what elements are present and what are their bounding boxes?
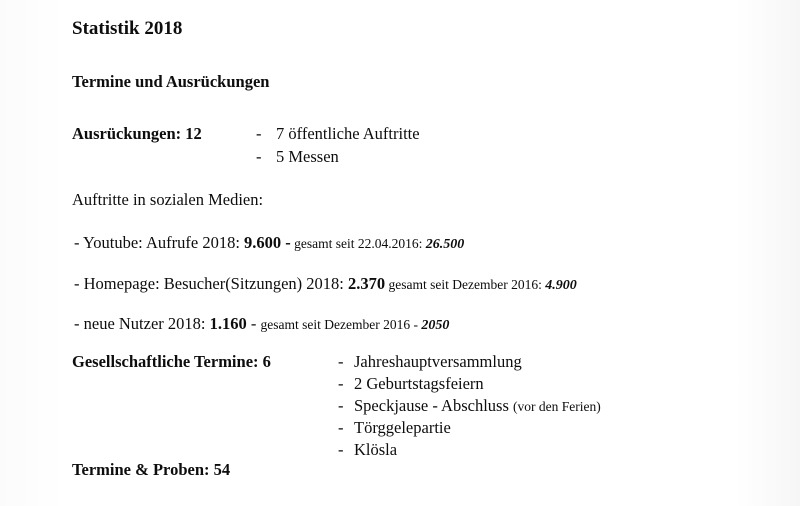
youtube-value: 9.600 — [244, 233, 282, 252]
youtube-sep: - — [281, 233, 291, 252]
users-value: 1.160 — [209, 314, 247, 333]
gesellschaftlich-item: - Törggelepartie — [338, 418, 451, 437]
ausrueckungen-item: - 5 Messen — [256, 147, 339, 166]
users-line — [74, 314, 449, 334]
youtube-line — [74, 233, 464, 253]
youtube-prefix: - Youtube: Aufrufe 2018: — [74, 233, 245, 252]
homepage-total: 4.900 — [545, 278, 577, 293]
users-prefix: - neue Nutzer 2018: — [74, 314, 210, 333]
gesellschaftlich-item-note: (vor den Ferien) — [513, 399, 601, 414]
gesellschaftlich-item: - Speckjause - Abschluss (vor den Ferien) — [338, 396, 601, 415]
youtube-since-label: gesamt seit 22.04.2016: — [290, 236, 426, 251]
social-heading: Auftritte in sozialen Medien: — [72, 190, 264, 209]
homepage-prefix: - Homepage: Besucher(Sitzungen) 2018: — [74, 274, 349, 293]
homepage-value: 2.370 — [348, 274, 386, 293]
ausrueckungen-label: Ausrückungen: 12 — [72, 124, 202, 143]
gesellschaftlich-label: Gesellschaftliche Termine: 6 — [72, 352, 271, 371]
gesellschaftlich-item: - Klösla — [338, 440, 398, 459]
users-since-label: gesamt seit Dezember 2016 - — [260, 317, 422, 332]
youtube-total: 26.500 — [425, 237, 465, 252]
gesellschaftlich-item: - 2 Geburtstagsfeiern — [338, 374, 484, 393]
homepage-line — [74, 274, 577, 294]
gesellschaftlich-item: - Jahreshauptversammlung — [338, 352, 522, 371]
users-total: 2050 — [421, 318, 450, 333]
page-title: Statistik 2018 — [72, 18, 183, 39]
section-heading: Termine und Ausrückungen — [72, 72, 270, 91]
termine-proben-label: Termine & Proben: 54 — [72, 460, 231, 479]
users-sep: - — [246, 314, 261, 333]
homepage-since-label: gesamt seit Dezember 2016: — [385, 277, 546, 292]
ausrueckungen-item: - 7 öffentliche Auftritte — [256, 124, 420, 143]
